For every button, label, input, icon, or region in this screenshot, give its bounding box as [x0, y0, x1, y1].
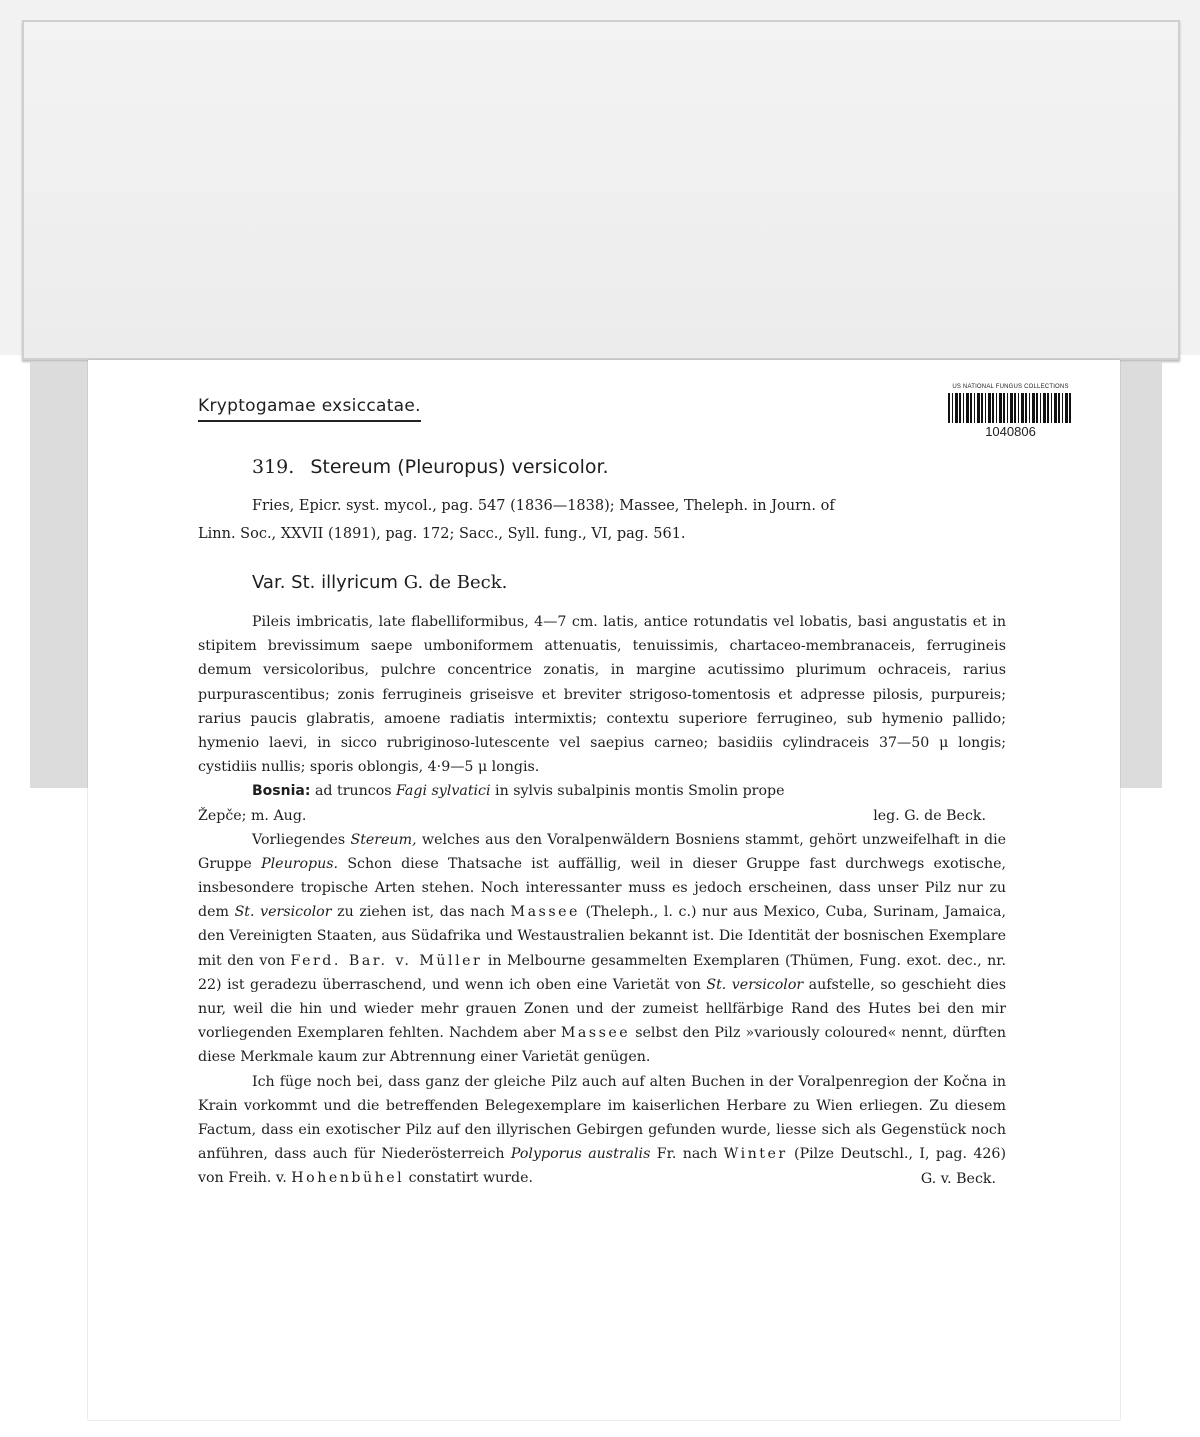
text-run: selbst den Pilz »variously coloured« nennt, dürften diese Merkmale kaum zur Abtrennung einer Varietät genügen.: [198, 1025, 1006, 1066]
locality-text-2: in sylvis subalpinis montis Smolin prope: [490, 783, 785, 800]
variety-name: Var. St. illyricum: [252, 572, 398, 593]
text-run: (Pilze Deutschl., I, pag. 426) von Freih. v.: [198, 1146, 1006, 1187]
text-run: Fr. nach: [650, 1146, 724, 1163]
signature-line: [198, 1167, 1006, 1191]
species-heading: [252, 456, 609, 478]
locality-footer: [198, 804, 1006, 828]
place-date: Žepče; m. Aug.: [198, 807, 307, 824]
specimen-label: [88, 360, 1120, 1420]
species-name: St. versicolor: [234, 904, 332, 921]
signature: G. v. Beck.: [920, 1170, 996, 1187]
species-title: Stereum (Pleuropus) versicolor.: [310, 456, 609, 478]
variety-heading: [252, 572, 507, 593]
author-name: Hohenbühel: [291, 1170, 405, 1187]
locality-region: Bosnia:: [252, 783, 311, 800]
text-run: in Melbourne gesammelten Exemplaren (Thümen, Fung. exot. dec., nr. 22) ist geradezu überraschend, und wenn ich oben eine Varietät von: [198, 952, 1006, 993]
barcode-label: [948, 384, 1073, 439]
species-name: Polyporus australis: [510, 1146, 651, 1163]
author-name: Massee: [510, 904, 580, 921]
author-name: Winter: [723, 1146, 788, 1163]
barcode-caption: US NATIONAL FUNGUS COLLECTIONS: [952, 384, 1069, 390]
barcode-number: 1040806: [985, 424, 1036, 439]
envelope-flap: [22, 20, 1180, 360]
exsiccata-number: 319.: [252, 456, 295, 478]
discussion-paragraph-1: [198, 828, 1006, 1070]
subgenus-name: Pleuropus.: [261, 855, 339, 872]
text-run: (Theleph., l. c.) nur aus Mexico, Cuba, Surinam, Jamaica, den Vereinigten Staaten, aus Südafrika und Westaustralien bekannt ist. Die Identität der bosnischen Exemplare mit den von: [198, 904, 1007, 969]
species-name: St. versicolor: [706, 976, 804, 993]
reference-line-1: Fries, Epicr. syst. mycol., pag. 547 (1836—1838); Massee, Theleph. in Journ. of: [252, 498, 835, 514]
text-run: zu ziehen ist, das nach: [331, 904, 511, 921]
author-name: Ferd. Bar. v. Müller: [290, 952, 483, 969]
collector: leg. G. de Beck.: [873, 807, 986, 824]
author-name: Massee: [560, 1025, 631, 1042]
barcode-icon: [948, 393, 1073, 423]
locality-text: ad truncos: [310, 783, 397, 800]
series-title: Kryptogamae exsiccatae.: [198, 396, 421, 422]
host-name: Fagi sylvatici: [396, 783, 491, 800]
description-block: [198, 610, 1006, 1191]
locality-line: [198, 779, 1006, 803]
text-run: Ich füge noch bei, dass ganz der gleiche Pilz auch auf alten Buchen in der Voralpenregion der Kočna in Krain vorkommt und die betreffenden Belegexemplare im kaiserlichen Herbare zu Wien erliegen. Zu diesem Factum, dass ein exotischer Pilz auf den illyrischen Gebirgen gefunden wurde, liesse sich als Gegenstück noch anführen, dass auch für Niederösterreich: [198, 1073, 1006, 1163]
text-run: aufstelle, so geschieht dies nur, weil die hin und wieder mehr grauen Zonen und der zumeist hellfärbige Rand des Hutes bei den mir vorliegenden Exemplaren fehlten. Nachdem aber: [198, 976, 1006, 1042]
text-run: constatirt wurde.: [404, 1170, 534, 1187]
references: [198, 492, 998, 548]
variety-author: G. de Beck.: [403, 572, 508, 593]
genus-name: Stereum,: [350, 831, 417, 848]
text-run: Schon diese Thatsache ist auffällig, weil in dieser Gruppe fast durchwegs exotische, insbesondere tropische Arten stehen. Noch interessanter muss es jedoch erscheinen, dass unser Pilz nur zu dem: [198, 855, 1006, 921]
reference-line-2: Linn. Soc., XXVII (1891), pag. 172; Sacc., Syll. fung., VI, pag. 561.: [198, 526, 686, 542]
text-run: welches aus den Voralpenwäldern Bosniens stammt, gehört unzweifelhaft in die Gruppe: [198, 831, 1007, 872]
text-run: Vorliegendes: [252, 831, 351, 848]
latin-description: Pileis imbricatis, late flabelliformibus, 4—7 cm. latis, antice rotundatis vel lobatis, basi angustatis et in stipitem brevissimum saepe umboniformem attenuatis, tenuissimis, chartaceo-membranaceis, ferrugineis demum versicoloribus, pulchre concentrice zonatis, in margine acutissimo plurimum ochraceis, rarius purpurascentibus; zonis ferrugineis griseisve et breviter strigoso-tomentosis et adpresse pilosis, purpureis; rarius paucis glabratis, amoene radiatis intermixtis; contextu superiore ferrugineo, sub hymenio pallido; hymenio laevi, in sicco rubriginoso-lutescente vel saepius carneo; basidiis cylindraceis 37—50 μ longis; cystidiis nullis; sporis oblongis, 4·9—5 μ longis.: [198, 614, 1006, 776]
